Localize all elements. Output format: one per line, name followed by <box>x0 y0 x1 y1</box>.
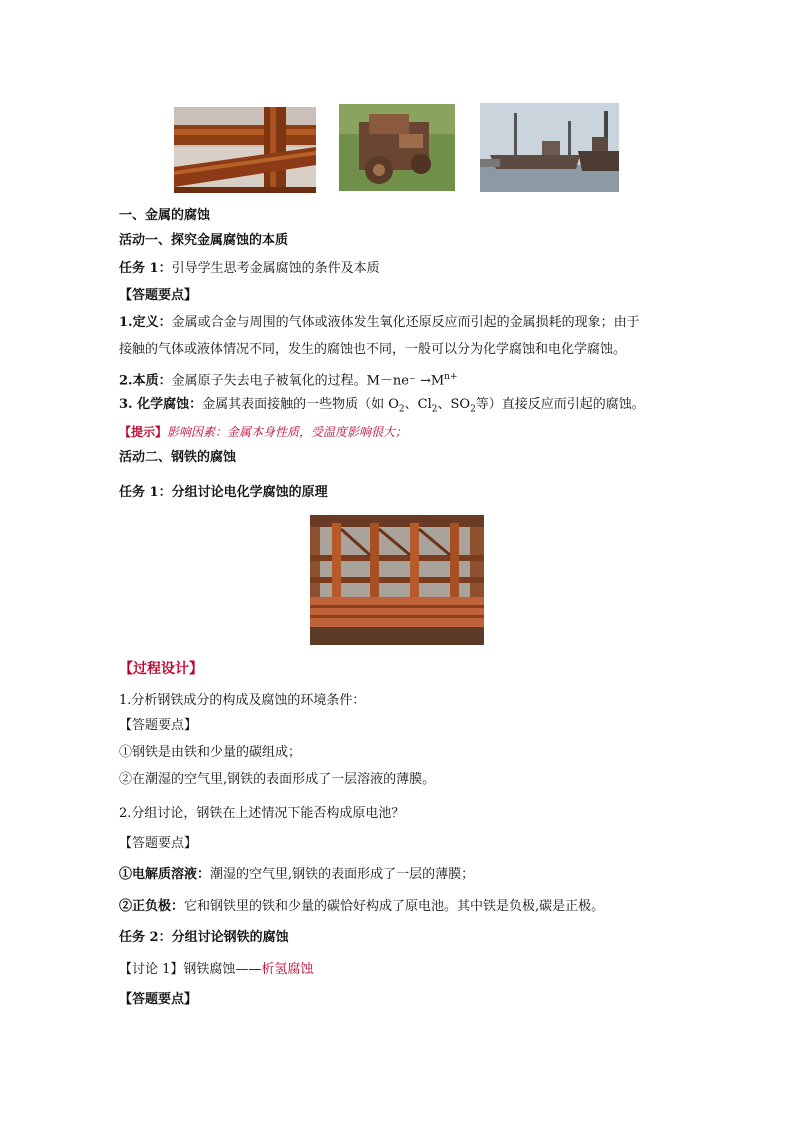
process-design-heading: 【过程设计】 <box>119 661 203 677</box>
electrodes-line <box>119 898 604 916</box>
task1-label: 任务 1： <box>119 261 172 276</box>
essence-equation: M－ne⁻ →M <box>366 373 445 389</box>
sub-2: 2 <box>470 404 476 415</box>
essence-label: 2.本质： <box>119 373 172 389</box>
chem-text-d: 等）直接反应而引起的腐蚀。 <box>475 397 645 412</box>
answer-points-heading-3: 【答题要点】 <box>119 836 198 851</box>
hydrogen-evolution-corrosion: 析氢腐蚀 <box>261 962 314 977</box>
definition-text: 金属或合金与周围的气体或液体发生氧化还原反应而引起的金属损耗的现象；由于 <box>171 315 640 330</box>
chemical-corrosion-label: 3. 化学腐蚀： <box>119 397 203 412</box>
answer-points-heading-4: 【答题要点】 <box>119 992 198 1007</box>
electrolyte-label: ①电解质溶液： <box>119 867 211 882</box>
rusty-machine-photo <box>339 104 455 191</box>
chem-text-b: 、Cl <box>404 397 432 412</box>
sub-2: 2 <box>398 404 405 415</box>
definition-line-2: 接触的气体或液体情况不同，发生的腐蚀也不同，一般可以分为化学腐蚀和电化学腐蚀。 <box>119 342 627 357</box>
chem-text-c: 、SO <box>437 397 471 412</box>
task1-text: 引导学生思考金属腐蚀的条件及本质 <box>171 261 380 276</box>
hint-label: 【提示】 <box>119 425 168 439</box>
activity-one-heading: 活动一、探究金属腐蚀的本质 <box>119 233 289 248</box>
task2-heading: 任务 2：分组讨论钢铁的腐蚀 <box>119 930 289 945</box>
essence-superscript: n+ <box>444 372 458 382</box>
rusty-steel-structure-photo <box>310 515 484 645</box>
answer-points-heading: 【答题要点】 <box>119 288 198 303</box>
electrodes-text: 它和钢铁里的铁和少量的碳恰好构成了原电池。其中铁是负极,碳是正极。 <box>184 899 605 914</box>
point-1: ①钢铁是由铁和少量的碳组成； <box>119 745 302 760</box>
chem-text-a: 金属其表面接触的一些物质（如 O <box>202 397 399 412</box>
section-heading: 一、金属的腐蚀 <box>119 208 211 223</box>
rusty-pipe-photo <box>174 107 316 193</box>
definition-label: 1.定义： <box>119 315 172 330</box>
electrolyte-text: 潮湿的空气里,钢铁的表面形成了一层的薄膜； <box>210 867 475 882</box>
task1b-heading: 任务 1：分组讨论电化学腐蚀的原理 <box>119 485 328 500</box>
essence-text: 金属原子失去电子被氧化的过程。 <box>171 373 367 389</box>
rusty-ships-photo <box>480 103 619 192</box>
chemical-corrosion-line <box>119 396 645 419</box>
electrodes-label: ②正负极： <box>119 899 185 914</box>
question-1: 1.分析钢铁成分的构成及腐蚀的环境条件： <box>119 693 366 708</box>
answer-points-heading-2: 【答题要点】 <box>119 718 198 733</box>
hint-line <box>119 423 407 441</box>
electrolyte-line <box>119 866 474 884</box>
hint-text: 影响因素：金属本身性质，受温度影响很大； <box>167 425 408 439</box>
definition-line-1 <box>119 314 640 332</box>
activity-two-heading: 活动二、钢铁的腐蚀 <box>119 450 237 465</box>
essence-line <box>119 368 458 390</box>
task1-line <box>119 260 380 278</box>
discussion-1-line <box>119 961 313 979</box>
point-2: ②在潮湿的空气里,钢铁的表面形成了一层溶液的薄膜。 <box>119 772 436 787</box>
sub-2: 2 <box>431 404 438 415</box>
question-2: 2.分组讨论，钢铁在上述情况下能否构成原电池？ <box>119 806 405 821</box>
discussion-label: 【讨论 1】钢铁腐蚀—— <box>119 962 262 977</box>
